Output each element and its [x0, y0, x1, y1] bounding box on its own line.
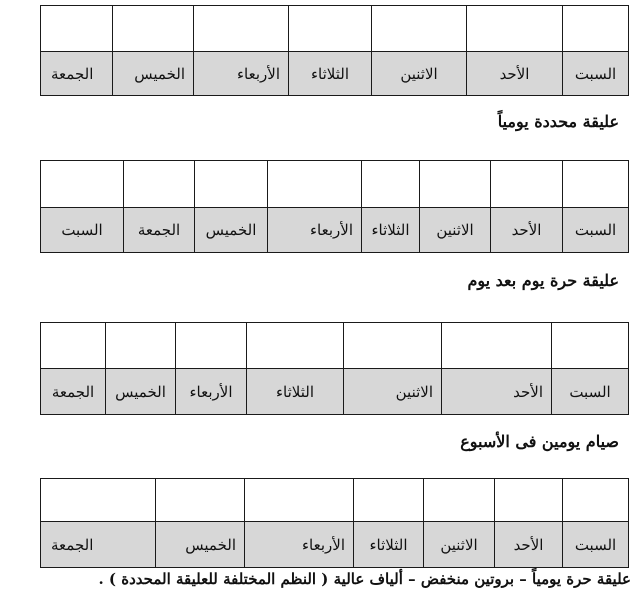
day-cell: الأربعاء: [194, 52, 289, 96]
day-cell: الاثنين: [372, 52, 467, 96]
day-cell: الجمعة: [124, 208, 195, 253]
blank-cell: [442, 323, 552, 369]
day-cell: الخميس: [156, 522, 245, 568]
blank-cell: [113, 6, 194, 52]
blank-cell: [424, 479, 495, 522]
blank-cell: [289, 6, 372, 52]
blank-cell: [563, 161, 629, 208]
blank-cell: [362, 161, 420, 208]
day-cell: الثلاثاء: [354, 522, 424, 568]
day-cell: السبت: [563, 208, 629, 253]
day-cell: الأحد: [495, 522, 563, 568]
day-cell: السبت: [41, 208, 124, 253]
day-cell: الجمعة: [41, 369, 106, 415]
blank-cell: [247, 323, 344, 369]
blank-cell: [195, 161, 268, 208]
schedule-table-3: [40, 322, 629, 415]
blank-cell: [41, 479, 156, 522]
blank-cell: [41, 161, 124, 208]
blank-cell: [194, 6, 289, 52]
day-cell: الأحد: [442, 369, 552, 415]
schedule-table-2: [40, 160, 629, 253]
day-cell: الاثنين: [344, 369, 442, 415]
blank-cell: [552, 323, 629, 369]
blank-cell: [156, 479, 245, 522]
blank-cell: [176, 323, 247, 369]
schedule-table-1: [40, 5, 629, 96]
day-cell: الثلاثاء: [247, 369, 344, 415]
blank-cell: [354, 479, 424, 522]
blank-cell: [495, 479, 563, 522]
day-cell: الأحد: [491, 208, 563, 253]
schedule-table-4: [40, 478, 629, 568]
day-cell: الجمعة: [41, 52, 113, 96]
day-cell: الأربعاء: [268, 208, 362, 253]
day-cell: الخميس: [195, 208, 268, 253]
blank-cell: [268, 161, 362, 208]
blank-cell: [41, 6, 113, 52]
day-cell: السبت: [563, 52, 629, 96]
day-cell: الاثنين: [420, 208, 491, 253]
blank-cell: [245, 479, 354, 522]
day-cell: السبت: [563, 522, 629, 568]
blank-cell: [420, 161, 491, 208]
day-cell: الثلاثاء: [362, 208, 420, 253]
footer-note: عليقة حرة يومياً – بروتين منخفض – ألياف عالية ( النظم المختلفة للعليقة المحددة ) .: [98, 570, 631, 588]
day-cell: الجمعة: [41, 522, 156, 568]
blank-cell: [467, 6, 563, 52]
day-cell: الخميس: [113, 52, 194, 96]
caption-fixed-daily: عليقة محددة يومياً: [497, 112, 619, 131]
day-cell: الأربعاء: [245, 522, 354, 568]
blank-cell: [41, 323, 106, 369]
day-cell: السبت: [552, 369, 629, 415]
caption-free-alternate-days: عليقة حرة يوم بعد يوم: [467, 271, 619, 290]
blank-cell: [563, 479, 629, 522]
day-cell: الأربعاء: [176, 369, 247, 415]
day-cell: الخميس: [106, 369, 176, 415]
blank-cell: [563, 6, 629, 52]
blank-cell: [124, 161, 195, 208]
day-cell: الثلاثاء: [289, 52, 372, 96]
day-cell: الأحد: [467, 52, 563, 96]
caption-two-day-fast: صيام يومين فى الأسبوع: [460, 432, 619, 451]
day-cell: الاثنين: [424, 522, 495, 568]
blank-cell: [372, 6, 467, 52]
blank-cell: [344, 323, 442, 369]
blank-cell: [491, 161, 563, 208]
blank-cell: [106, 323, 176, 369]
